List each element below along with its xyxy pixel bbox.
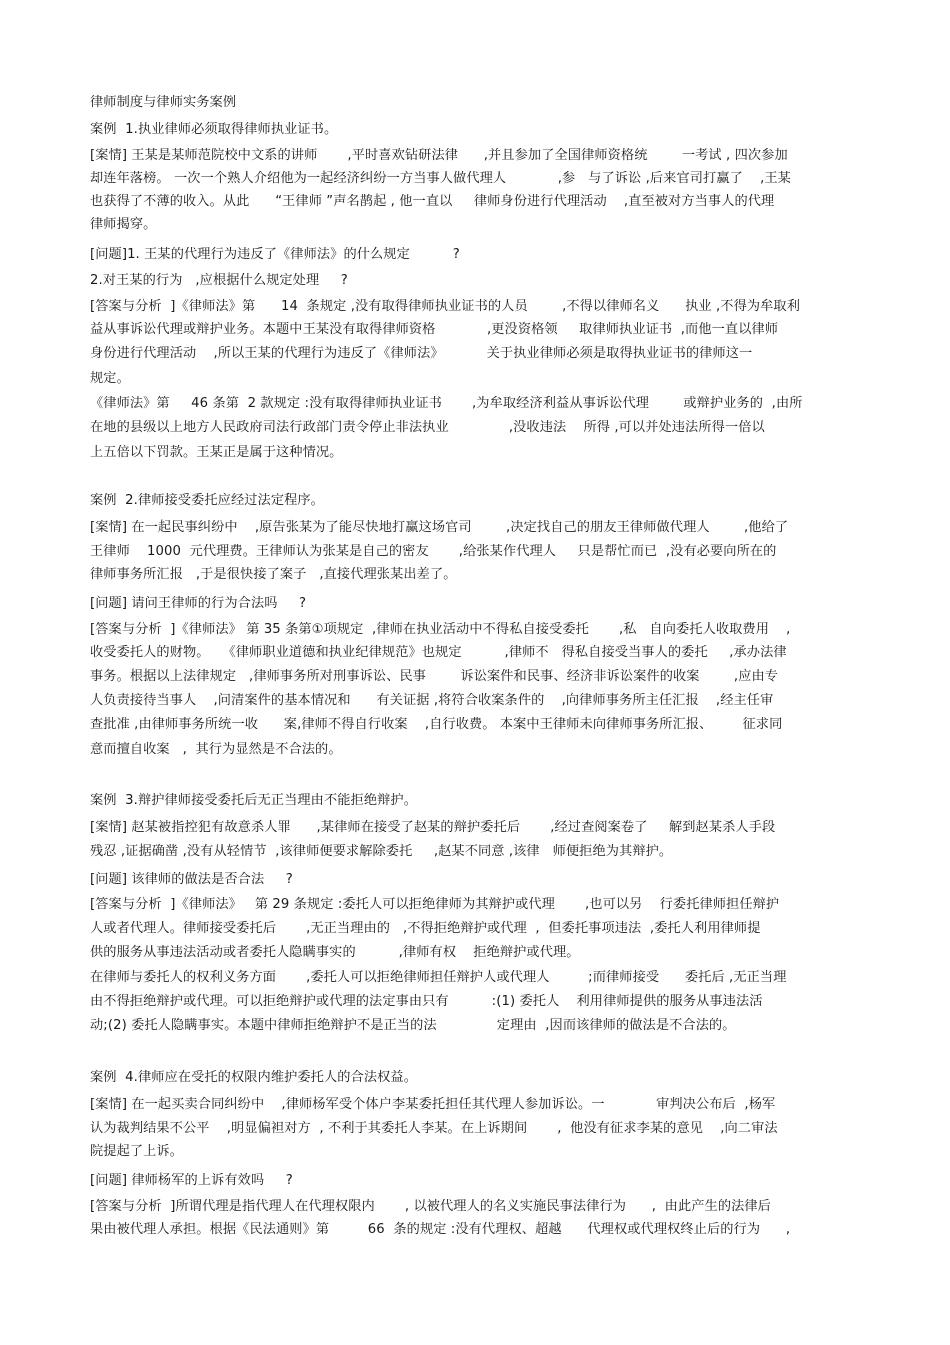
case-3-line: 动;(2) 委托人隐瞒事实。本题中律师拒绝辩护不是正当的法 定理由 ,因而该律师的做法是不合法的。 [90, 1018, 736, 1033]
case-1-line: 上五倍以下罚款。王某正是属于这种情况。 [90, 445, 343, 460]
case-4-line: 院提起了上诉。 [90, 1144, 184, 1159]
case-2-heading: 案例 2.律师接受委托应经过法定程序。 [90, 493, 324, 508]
case-3-line: 供的服务从事违法活动或者委托人隐瞒事实的 ,律师有权 拒绝辩护或代理。 [90, 945, 580, 960]
case-1-line: 益从事诉讼代理或辩护业务。本题中王某没有取得律师资格 ,更没资格领 取律师执业证书 ,而他一直以律师 [90, 322, 779, 337]
case-1-line: 《律师法》第 46 条第 2 款规定 :没有取得律师执业证书 ,为牟取经济利益从事诉讼代理 或辩护业务的 ,由所 [90, 396, 803, 411]
case-2-line: 律师事务所汇报 ,于是很快接了案子 ,直接代理张某出差了。 [90, 567, 457, 582]
case-3-heading: 案例 3.辩护律师接受委托后无正当理由不能拒绝辩护。 [90, 793, 417, 808]
case-4-line: 认为裁判结果不公平 ,明显偏袒对方 , 不利于其委托人李某。在上诉期间 , 他没有征求李某的意见 ,向二审法 [90, 1121, 778, 1136]
case-3-line: [问题] 该律师的做法是否合法 ? [90, 872, 293, 887]
case-2-line: 收受委托人的财物。 《律师职业道德和执业纪律规范》也规定 ,律师不 得私自接受当事人的委托 ,承办法律 [90, 645, 787, 660]
case-4-line: [问题] 律师杨军的上诉有效吗 ? [90, 1173, 293, 1188]
case-1-line: 身份进行代理活动 ,所以王某的代理行为违反了《律师法》 关于执业律师必须是取得执业证书的律师这一 [90, 346, 753, 361]
case-1-line: 2.对王某的行为 ,应根据什么规定处理 ? [90, 273, 348, 288]
case-1-line: 律师揭穿。 [90, 217, 157, 232]
case-3-line: 由不得拒绝辩护或代理。可以拒绝辩护或代理的法定事由只有 :(1) 委托人 利用律师提供的服务从事违法活 [90, 994, 763, 1009]
case-2-line: 王律师 1000 元代理费。王律师认为张某是自己的密友 ,给张某作代理人 只是帮忙而已 ,没有必要向所在的 [90, 544, 777, 559]
document-title: 律师制度与律师实务案例 [90, 95, 237, 110]
case-3-line: [答案与分析 ]《律师法》 第 29 条规定 :委托人可以拒绝律师为其辩护或代理 ,也可以另 行委托律师担任辩护 [90, 897, 780, 912]
case-3-line: 在律师与委托人的权利义务方面 ,委托人可以拒绝律师担任辩护人或代理人 ;而律师接受 委托后 ,无正当理 [90, 970, 787, 985]
case-1-line: [案情] 王某是某师范院校中文系的讲师 ,平时喜欢钻研法律 ,并且参加了全国律师资格统 一考试 , 四次参加 [90, 148, 788, 163]
case-2-line: [问题] 请问王律师的行为合法吗 ? [90, 596, 307, 611]
case-1-line: [答案与分析 ]《律师法》第 14 条规定 ,没有取得律师执业证书的人员 ,不得以律师名义 执业 ,不得为牟取利 [90, 299, 801, 314]
case-2-line: 人负责接待当事人 ,问清案件的基本情况和 有关证据 ,将符合收案条件的 ,向律师事务所主任汇报 ,经主任审 [90, 693, 774, 708]
case-1-line: 却连年落榜。 一次一个熟人介绍他为一起经济纠纷一方当事人做代理人 ,参 与了诉讼 ,后来官司打赢了 ,王某 [90, 171, 791, 186]
case-2-line: 查批准 ,由律师事务所统一收 案,律师不得自行收案 ,自行收费。 本案中王律师未向律师事务所汇报、 征求同 [90, 717, 783, 732]
case-1-heading: 案例 1.执业律师必须取得律师执业证书。 [90, 122, 338, 137]
case-4-line: [答案与分析 ]所谓代理是指代理人在代理权限内 , 以被代理人的名义实施民事法律行为 , 由此产生的法律后 [90, 1199, 771, 1214]
case-4-heading: 案例 4.律师应在受托的权限内维护委托人的合法权益。 [90, 1070, 417, 1085]
case-3-line: 人或者代理人。律师接受委托后 ,无正当理由的 ,不得拒绝辩护或代理 , 但委托事项违法 ,委托人利用律师提 [90, 921, 761, 936]
case-1-line: 规定。 [90, 371, 130, 386]
case-2-line: [答案与分析 ]《律师法》 第 35 条第①项规定 ,律师在执业活动中不得私自接受委托 ,私 自向委托人收取费用 , [90, 622, 791, 637]
case-2-line: [案情] 在一起民事纠纷中 ,原告张某为了能尽快地打赢这场官司 ,决定找自己的朋友王律师做代理人 ,他给了 [90, 520, 789, 535]
case-4-line: 果由被代理人承担。根据《民法通则》第 66 条的规定 :没有代理权、超越 代理权或代理权终止后的行为 , [90, 1222, 791, 1237]
case-4-line: [案情] 在一起买卖合同纠纷中 ,律师杨军受个体户李某委托担任其代理人参加诉讼。一 审判决公布后 ,杨军 [90, 1097, 776, 1112]
case-1-line: 也获得了不薄的收入。从此 “王律师 ”声名鹊起 , 他一直以 律师身份进行代理活动 ,直至被对方当事人的代理 [90, 194, 775, 209]
case-3-line: 残忍 ,证据确凿 ,没有从轻情节 ,该律师便要求解除委托 ,赵某不同意 ,该律 师便拒绝为其辩护。 [90, 844, 673, 859]
case-1-line: [问题]1. 王某的代理行为违反了《律师法》的什么规定 ? [90, 247, 460, 262]
case-2-line: 意而擅自收案 , 其行为显然是不合法的。 [90, 742, 342, 757]
case-2-line: 事务。根据以上法律规定 ,律师事务所对刑事诉讼、民事 诉讼案件和民事、经济非诉讼案件的收案 ,应由专 [90, 669, 779, 684]
case-1-line: 在地的县级以上地方人民政府司法行政部门责令停止非法执业 ,没收违法 所得 ,可以并处违法所得一倍以 [90, 420, 765, 435]
case-3-line: [案情] 赵某被指控犯有故意杀人罪 ,某律师在接受了赵某的辩护委托后 ,经过查阅案卷了 解到赵某杀人手段 [90, 820, 776, 835]
